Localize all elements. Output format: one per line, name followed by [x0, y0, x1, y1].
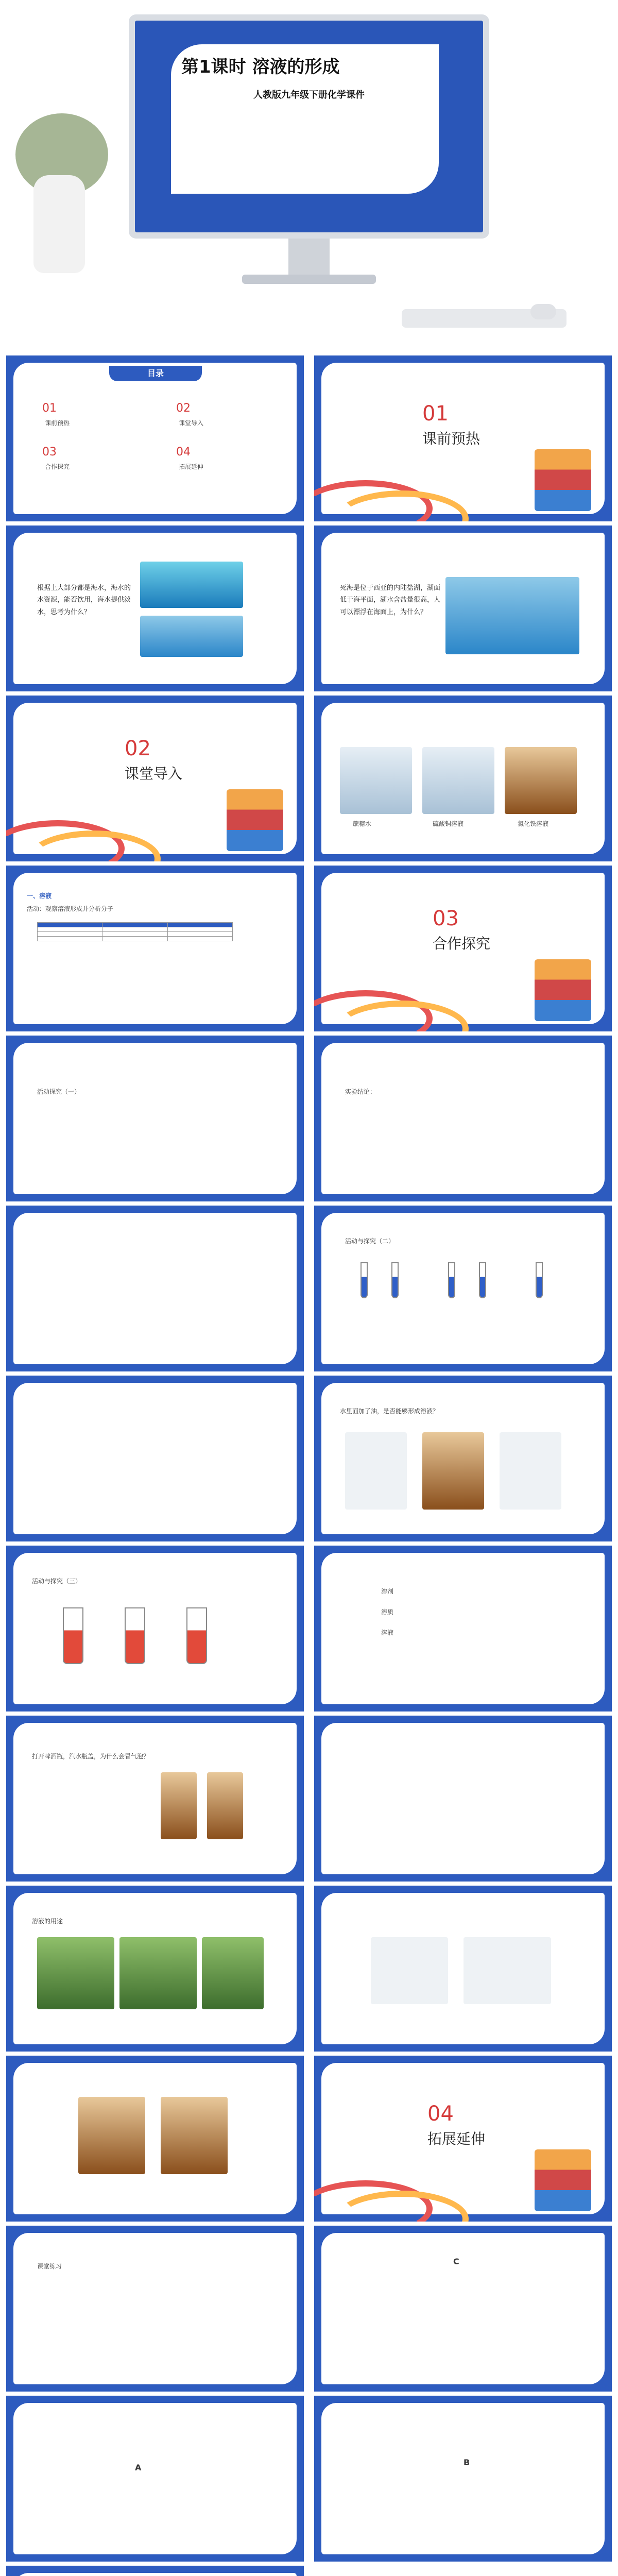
slide-uses[interactable] — [6, 1886, 304, 2052]
photo — [340, 747, 412, 814]
slide-solutions[interactable] — [314, 696, 612, 861]
photo — [505, 747, 577, 814]
answer-mark: C — [453, 2257, 459, 2266]
caption: 蔗糖水 — [353, 820, 372, 827]
slide-text-18[interactable] — [314, 1716, 612, 1882]
photo — [78, 2097, 145, 2174]
slide-deadsea[interactable] — [314, 526, 612, 691]
slide-activity-1[interactable] — [6, 1036, 304, 1201]
answer-mark: A — [135, 2463, 142, 2472]
photo — [422, 1432, 484, 1510]
photo — [500, 1432, 561, 1510]
slide-activity-2[interactable] — [314, 1206, 612, 1371]
slide-oil-water[interactable] — [314, 1376, 612, 1541]
slide-section-02[interactable] — [6, 696, 304, 861]
section-title: 课堂导入 — [125, 765, 183, 782]
slide-sub: 活动：观察溶液形成并分析分子 — [27, 905, 114, 912]
slide-toc[interactable] — [6, 355, 304, 521]
slide-exercise-2[interactable] — [6, 2396, 304, 2562]
slide-title: 溶液的用途 — [32, 1918, 63, 1925]
slide-bottles[interactable] — [6, 2056, 304, 2222]
photo — [140, 616, 243, 657]
slide-table-2[interactable] — [6, 1376, 304, 1541]
toc-label: 课前预热 — [45, 419, 70, 427]
slide-text: 死海是位于西亚的内陆盐湖，湖面低于海平面，湖水含盐量很高，人可以漂浮在海面上，为什么？ — [340, 584, 441, 616]
table-row: 溶质 — [381, 1608, 394, 1616]
answer-mark: B — [464, 2458, 470, 2467]
monitor-screen — [135, 21, 483, 232]
photo — [37, 1937, 114, 2009]
photo — [207, 1772, 243, 1839]
slide-header: 一、溶液 — [27, 892, 52, 900]
slide-conclusion[interactable] — [314, 1036, 612, 1201]
toc-num: 02 — [176, 402, 191, 415]
slide-title: 实验结论： — [345, 1088, 376, 1095]
photo — [422, 747, 494, 814]
photo — [119, 1937, 197, 2009]
slide-exercise-answer[interactable] — [314, 2226, 612, 2392]
section-num: 01 — [422, 402, 449, 426]
books-illustration — [535, 2149, 591, 2211]
section-num: 03 — [433, 907, 459, 930]
slide-section-04[interactable] — [314, 2056, 612, 2222]
photo — [345, 1432, 407, 1510]
toc-tab: 目录 — [109, 366, 202, 381]
photo — [464, 1937, 551, 2004]
photo — [202, 1937, 264, 2009]
slide-title: 活动探究（一） — [37, 1088, 81, 1095]
data-table — [37, 922, 233, 941]
photo — [371, 1937, 448, 2004]
books-illustration — [535, 449, 591, 511]
monitor — [129, 14, 489, 239]
section-num: 02 — [125, 737, 151, 760]
books-illustration — [227, 789, 283, 851]
toc-label: 课堂导入 — [179, 419, 204, 427]
slide-title: 课堂练习 — [37, 2263, 62, 2270]
section-num: 04 — [427, 2102, 454, 2126]
slide-text-11[interactable] — [6, 1206, 304, 1371]
slide-seawater[interactable] — [6, 526, 304, 691]
slide-medicine[interactable] — [314, 1886, 612, 2052]
mouse — [530, 304, 556, 319]
table-row: 溶液 — [381, 1629, 394, 1636]
photo — [140, 562, 243, 608]
slide-title: 活动与探究（二） — [345, 1238, 395, 1245]
books-illustration — [535, 959, 591, 1021]
slide-title: 活动与探究（三） — [32, 1578, 82, 1585]
photo — [161, 2097, 228, 2174]
section-title: 合作探究 — [433, 935, 491, 952]
toc-label: 合作探究 — [45, 463, 70, 470]
slide-exercise-3[interactable] — [314, 2396, 612, 2562]
slide-text: 根据上大部分都是海水，海水的水资源，能否饮用，海水提供淡水，思考为什么？ — [37, 584, 131, 616]
toc-label: 拓展延伸 — [179, 463, 204, 470]
section-title: 拓展延伸 — [427, 2130, 486, 2147]
slide-activity-3[interactable] — [6, 1546, 304, 1711]
vase-decoration — [33, 175, 85, 273]
monitor-base — [242, 275, 376, 284]
table-row: 溶剂 — [381, 1588, 394, 1595]
photo — [161, 1772, 197, 1839]
toc-num: 01 — [42, 402, 57, 415]
slide-title: 水里面加了油，是否能够形成溶液？ — [340, 1408, 439, 1415]
caption: 氯化铁溶液 — [518, 820, 549, 827]
photo — [445, 577, 579, 654]
hero-title: 第1课时 溶液的形成 — [181, 57, 340, 77]
slide-exercise[interactable] — [6, 2226, 304, 2392]
slide-section-01[interactable] — [314, 355, 612, 521]
caption: 硫酸铜溶液 — [433, 820, 464, 827]
slide-solvent-table[interactable] — [314, 1546, 612, 1711]
toc-num: 03 — [42, 446, 57, 459]
slide-table[interactable] — [6, 866, 304, 1031]
slide-final-table[interactable] — [6, 2566, 304, 2576]
slide-title: 打开啤酒瓶，汽水瓶盖，为什么会冒气泡？ — [32, 1753, 150, 1760]
toc-num: 04 — [176, 446, 191, 459]
monitor-stand — [288, 239, 330, 275]
section-title: 课前预热 — [422, 430, 480, 447]
hero-subtitle: 人教版九年级下册化学课件 — [253, 90, 365, 100]
slide-soda[interactable] — [6, 1716, 304, 1882]
slide-section-03[interactable] — [314, 866, 612, 1031]
